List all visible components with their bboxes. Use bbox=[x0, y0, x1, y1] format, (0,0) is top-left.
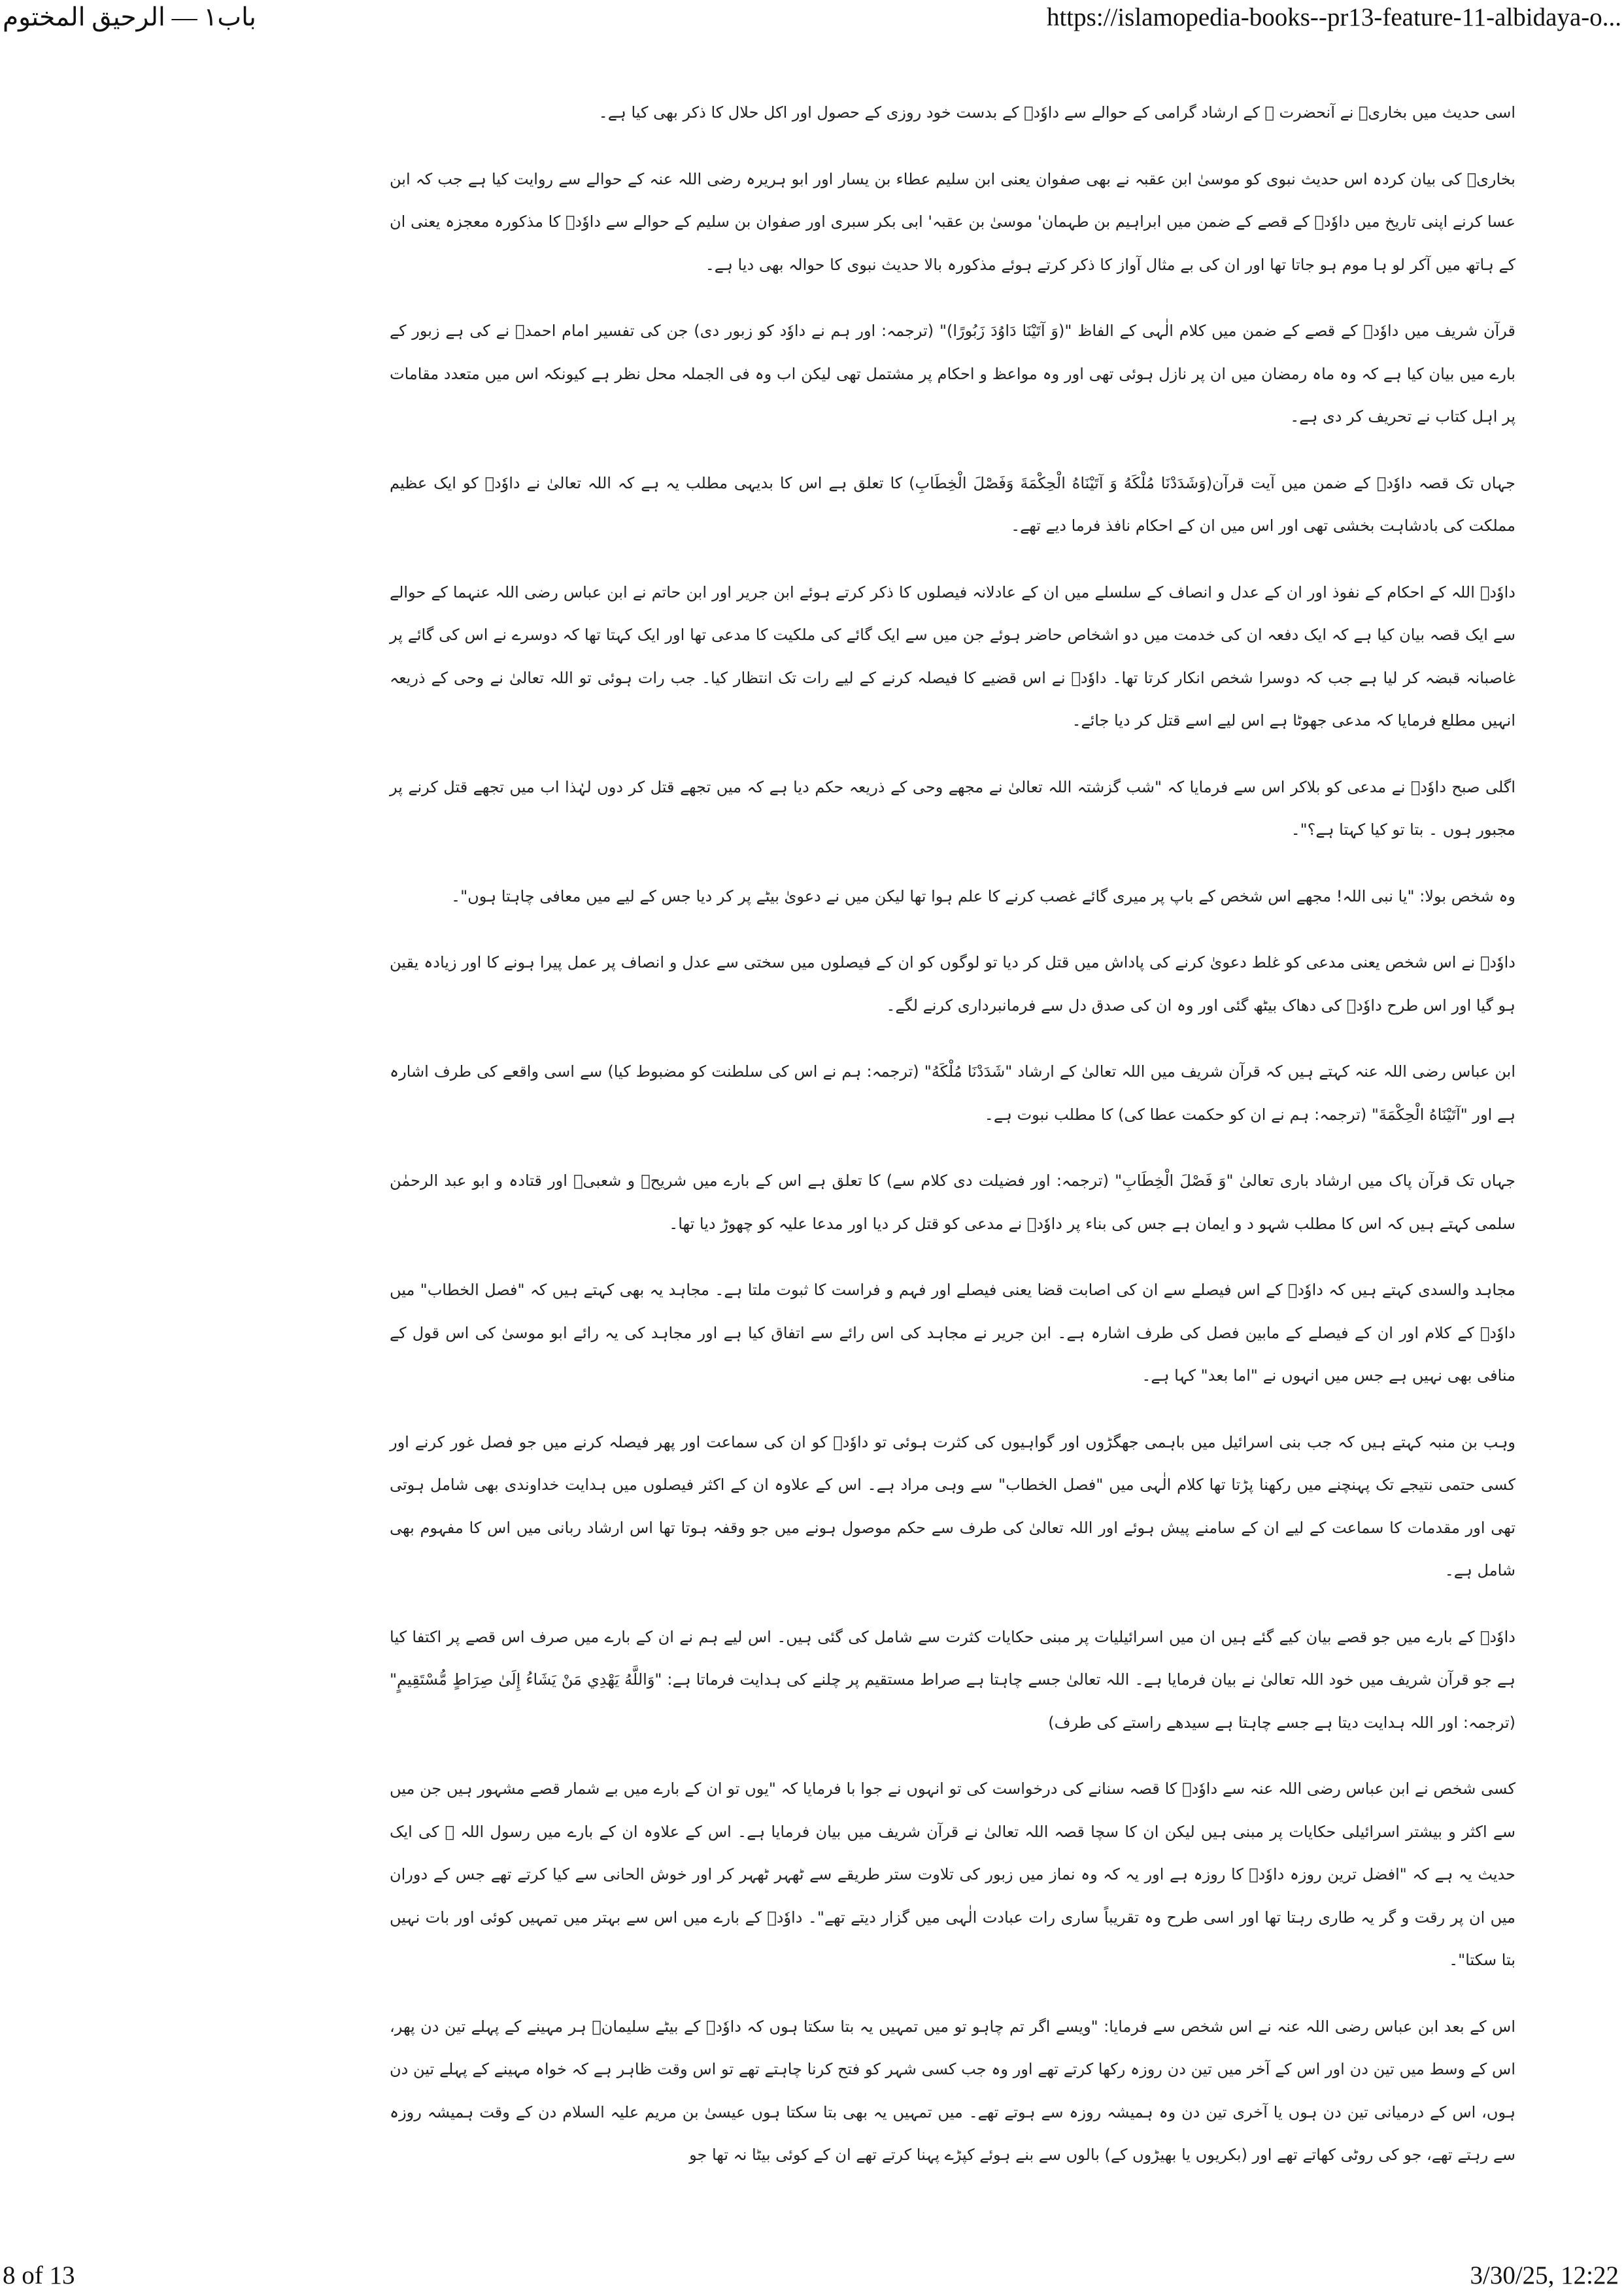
paragraph: ابن عباس رضی اللہ عنہ کہتے ہیں کہ قرآن شریف میں اللہ تعالیٰ کے ارشاد "شَدَدْنَا مُلْكَهُ" (ترجمہ: ہم نے اس کی سلطنت کو مضبوط کیا) سے اسی واقعے کی طرف اشارہ ہے اور "آتَيْنَاهُ الْحِكْمَةَ" (ترجمہ: ہم نے ان کو حکمت عطا کی) کا مطلب نبوت ہے۔ bbox=[390, 1062, 1515, 1124]
page-header-url: https://islamopedia-books--pr13-feature-11-albidaya-o... bbox=[1046, 3, 1621, 31]
paragraph: قرآن شریف میں داوٗدؑ کے قصے کے ضمن میں کلام الٰہی کے الفاظ "(وَ آتَيْنَا دَاوُدَ زَبُورًا)" (ترجمہ: اور ہم نے داوٗد کو زبور دی) جن کی تفسیر امام احمدؒ نے کی ہے زبور کے بارے میں بیان کیا ہے کہ وہ ماہ رمضان میں ان پر نازل ہوئی تھی اور وہ مواعظ و احکام پر مشتمل تھی لیکن اب وہ فی الجملہ محل نظر ہے کیونکہ اس میں متعدد مقامات پر اہل کتاب نے تحریف کر دی ہے۔ bbox=[390, 322, 1515, 426]
paragraph: داوٗدؑ نے اس شخص یعنی مدعی کو غلط دعویٰ کرنے کی پاداش میں قتل کر دیا تو لوگوں کو ان کے فیصلوں میں سختی سے عدل و انصاف پر عمل پیرا ہونے کا اور زیادہ یقین ہو گیا اور اس طرح داوٗدؑ کی دھاک بیٹھ گئی اور وہ ان کی صدق دل سے فرمانبرداری کرنے لگے۔ bbox=[390, 953, 1515, 1015]
page-indicator: 8 of 13 bbox=[3, 2261, 75, 2289]
print-timestamp: 3/30/25, 12:22 bbox=[1470, 2261, 1619, 2289]
paragraph: وہ شخص بولا: "یا نبی اللہ! مجھے اس شخص کے باپ پر میری گائے غصب کرنے کا علم ہوا تھا لیکن میں نے دعویٰ بیٹے پر کر دیا جس کے لیے میں معافی چاہتا ہوں"۔ bbox=[451, 886, 1515, 905]
paragraph: اگلی صبح داوٗدؑ نے مدعی کو بلاکر اس سے فرمایا کہ "شب گزشتہ اللہ تعالیٰ نے مجھے وحی کے ذریعہ حکم دیا ہے کہ میں تجھے قتل کر دوں لہٰذا اب میں تجھے قتل کرنے پر مجبور ہوں ۔ بتا تو کیا کہتا ہے؟"۔ bbox=[390, 777, 1515, 839]
page-header-title: باب۱ — الرحیق المختوم bbox=[3, 3, 256, 31]
paragraph: جہاں تک قرآن پاک میں ارشاد باری تعالیٰ "وَ فَصْلَ الْخِطَابِ" (ترجمہ: اور فضیلت دی کلام سے) کا تعلق ہے اس کے بارے میں شریحؒ و شعبیؒ اور قتادہ و ابو عبد الرحمٰن سلمی کہتے ہیں کہ اس کا مطلب شہو د و ایمان ہے جس کی بناء پر داوٗدؑ نے مدعی کو قتل کر دیا اور مدعا علیہ کو چھوڑ دیا تھا۔ bbox=[390, 1172, 1515, 1233]
paragraph: جہاں تک قصہ داوٗدؑ کے ضمن میں آیت قرآن(وَشَدَدْنَا مُلْكَهُ وَ آتَيْنَاهُ الْحِكْمَةَ وَفَصْلَ الْخِطَابِ) کا تعلق ہے اس کا بدیہی مطلب یہ ہے کہ اللہ تعالیٰ نے داوٗدؑ کو ایک عظیم مملکت کی بادشاہت بخشی تھی اور اس میں ان کے احکام نافذ فرما دیے تھے۔ bbox=[390, 473, 1515, 535]
paragraph: بخاریؒ کی بیان کردہ اس حدیث نبوی کو موسیٰ ابن عقبہ نے بھی صفوان یعنی ابن سلیم عطاء بن یسار اور ابو ہریرہ رضی اللہ عنہ کے حوالے سے روایت کیا ہے جب کہ ابن عسا کرنے اپنی تاریخ میں داوٗدؑ کے قصے کے ضمن میں ابراہیم بن طہمان' موسیٰ بن عقبہ' ابی بکر سبری اور صفوان بن سلیم کے حوالے سے داوٗدؑ کا مذکورہ معجزہ یعنی ان کے ہاتھ میں آکر لو ہا موم ہو جاتا تھا اور ان کی بے مثال آواز کا ذکر کرتے ہوئے مذکورہ بالا حدیث نبوی کا حوالہ بھی دیا ہے۔ bbox=[390, 169, 1515, 274]
paragraph: وہب بن منبہ کہتے ہیں کہ جب بنی اسرائیل میں باہمی جھگڑوں اور گواہیوں کی کثرت ہوئی تو داوٗدؑ کو ان کی سماعت اور پھر فیصلہ کرنے میں جو فصل غور کرنے اور کسی حتمی نتیجے تک پہنچنے میں رکھنا پڑتا تھا کلام الٰہی میں "فصل الخطاب" سے وہی مراد ہے۔ اس کے علاوہ ان کے اکثر فیصلوں میں ہدایت خداوندی بھی شامل ہوتی تھی اور مقدمات کا سماعت کے لیے ان کے سامنے پیش ہوئے اور اللہ تعالیٰ کی طرف سے حکم موصول ہونے میں جو وقفہ ہوتا تھا اس ارشاد ربانی میں اس کا مفہوم بھی شامل ہے۔ bbox=[390, 1432, 1515, 1579]
paragraph: مجاہد والسدی کہتے ہیں کہ داوٗدؑ کے اس فیصلے سے ان کی اصابت قضا یعنی فیصلے اور فہم و فراست کا ثبوت ملتا ہے۔ مجاہد یہ بھی کہتے ہیں کہ "فصل الخطاب" میں داوٗدؑ کے کلام اور ان کے فیصلے کے مابین فصل کی طرف اشارہ ہے۔ ابن جریر نے مجاہد کی اس رائے سے اتفاق کیا ہے اور مجاہد کی یہ رائے ابو موسیٰ کی اس قول کے منافی بھی نہیں ہے جس میں انہوں نے "اما بعد" کہا ہے۔ bbox=[390, 1281, 1515, 1385]
paragraph: اس کے بعد ابن عباس رضی اللہ عنہ نے اس شخص سے فرمایا: "ویسے اگر تم چاہو تو میں تمہیں یہ بتا سکتا ہوں کہ داوٗدؑ کے بیٹے سلیمانؑ ہر مہینے کے پہلے تین دن پھر، اس کے وسط میں تین دن اور اس کے آخر میں تین دن روزہ رکھا کرتے تھے اور وہ جب کسی شہر کو فتح کرنا چاہتے تھے تو اس وقت ظاہر ہے کہ خواہ مہینے کے پہلے تین دن ہوں، اس کے درمیانی تین دن ہوں یا آخری تین دن وہ ہمیشہ روزہ سے ہوتے تھے۔ میں تمہیں یہ بھی بتا سکتا ہوں عیسیٰ بن مریم علیہ السلام دن کے وقت ہمیشہ روزہ سے رہتے تھے، جو کی روٹی کھاتے تھے اور (بکریوں یا بھیڑوں کے) بالوں سے بنے ہوئے کپڑے پہنا کرتے تھے ان کے کوئی بیٹا نہ تھا جو bbox=[390, 2017, 1516, 2164]
paragraph: کسی شخص نے ابن عباس رضی اللہ عنہ سے داوٗدؑ کا قصہ سنانے کی درخواست کی تو انہوں نے جوا با فرمایا کہ "یوں تو ان کے بارے میں بے شمار قصے مشہور ہیں جن میں سے اکثر و بیشتر اسرائیلی حکایات پر مبنی ہیں لیکن ان کا سچا قصہ اللہ تعالیٰ نے قرآن شریف میں بیان فرمایا ہے۔ اس کے علاوہ ان کے بارے میں رسول اللہ ﷺ کی ایک حدیث یہ ہے کہ "افضل ترین روزہ داوٗدؑ کا روزہ ہے اور یہ کہ وہ نماز میں زبور کی تلاوت ستر طریقے سے ٹھہر ٹھہر کر اور خوش الحانی سے کیا کرتے تھے جس کے دوران میں ان پر رقت و گر یہ طاری رہتا تھا اور اسی طرح وہ تقریباً ساری رات عبادت الٰہی میں گزار دیتے تھے"۔ داوٗدؑ کے بارے میں اس سے بہتر میں تمہیں کوئی اور بات نہیں بتا سکتا"۔ bbox=[390, 1780, 1515, 1969]
article-body bbox=[390, 92, 1515, 2201]
paragraph: داوٗدؑ اللہ کے احکام کے نفوذ اور ان کے عدل و انصاف کے سلسلے میں ان کے عادلانہ فیصلوں کا ذکر کرتے ہوئے ابن جریر اور ابن حاتم نے ابن عباس رضی اللہ عنہما کے حوالے سے ایک قصہ بیان کیا ہے کہ ایک دفعہ ان کی خدمت میں دو اشخاص حاضر ہوئے جن میں سے ایک گائے کی ملکیت کا مدعی تھا اور ایک کہتا تھا کہ دوسرے نے اس کی گائے پر غاصبانہ قبضہ کر لیا ہے جب کہ دوسرا شخص انکار کرتا تھا۔ داوٗدؑ نے اس قضیے کا فیصلہ کرنے کے لیے رات تک انتظار کیا۔ جب رات ہوئی تو اللہ تعالیٰ نے وحی کے ذریعہ انہیں مطلع فرمایا کہ مدعی جھوٹا ہے اس لیے اسے قتل کر دیا جائے۔ bbox=[390, 582, 1516, 730]
paragraph: داوٗدؑ کے بارے میں جو قصے بیان کیے گئے ہیں ان میں اسرائیلیات پر مبنی حکایات کثرت سے شامل کی گئی ہیں۔ اس لیے ہم نے ان کے بارے میں صرف اس قصے پر اکتفا کیا ہے جو قرآن شریف میں خود اللہ تعالیٰ نے بیان فرمایا ہے۔ اللہ تعالیٰ جسے چاہتا ہے صراط مستقیم پر چلنے کی ہدایت فرماتا ہے: "وَاللَّهُ يَهْدِي مَنْ يَشَاءُ إِلَىٰ صِرَاطٍ مُّسْتَقِيمٍ" (ترجمہ: اور اللہ ہدایت دیتا ہے جسے چاہتا ہے سیدھے راستے کی طرف) bbox=[390, 1627, 1515, 1732]
paragraph: اسی حدیث میں بخاریؒ نے آنحضرت ﷺ کے ارشاد گرامی کے حوالے سے داوٗدؑ کے بدست خود روزی کے حصول اور اکل حلال کا ذکر بھی کیا ہے۔ bbox=[598, 103, 1515, 122]
